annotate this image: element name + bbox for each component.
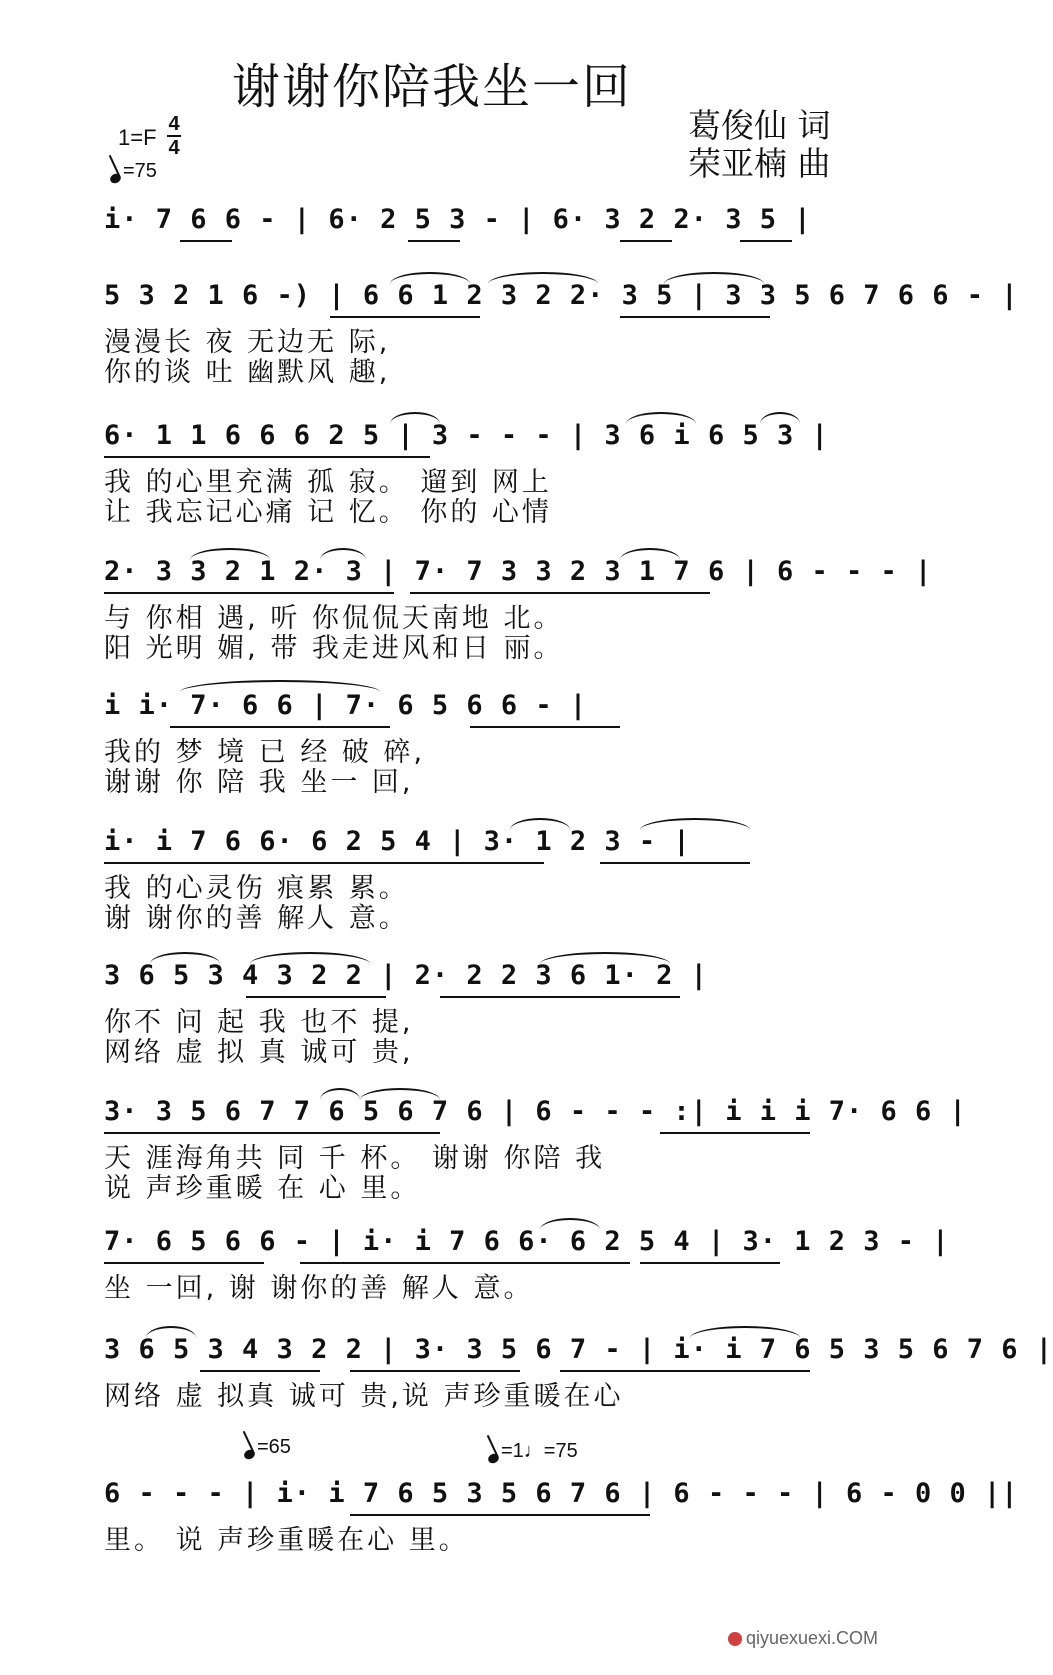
underline-2a bbox=[330, 316, 480, 318]
underline-6a bbox=[104, 862, 544, 864]
site-logo-icon bbox=[728, 1632, 742, 1646]
underline-11a bbox=[350, 1514, 650, 1516]
underline-6b bbox=[600, 862, 750, 864]
underline-1c bbox=[620, 240, 672, 242]
music-line-6: i· i 7 6 6· 6 2 5 4 | 3· 1 2 3 - | bbox=[104, 826, 691, 857]
composer-credit: 荣亚楠 曲 bbox=[688, 144, 831, 183]
slur-8b bbox=[360, 1088, 440, 1100]
underline-1d bbox=[740, 240, 792, 242]
watermark bbox=[728, 1628, 878, 1649]
underline-2b bbox=[620, 316, 770, 318]
slur-9a bbox=[540, 1218, 600, 1230]
lyricist-credit: 葛俊仙 词 bbox=[688, 106, 831, 145]
music-line-10: 3 6 5 3 4 3 2 2 | 3· 3 5 6 7 - | i· i 7 6 5 3 5 6 7 6 | bbox=[104, 1334, 1053, 1365]
underline-3a bbox=[104, 456, 430, 458]
watermark-text: qiyuexuexi.COM bbox=[746, 1628, 879, 1648]
tempo-value-start: =75 bbox=[123, 160, 157, 182]
music-line-7: 3 6 5 3 4 3 2 2 | 2· 2 2 3 6 1· 2 | bbox=[104, 960, 708, 991]
slur-4a bbox=[190, 548, 270, 560]
lyric-line-4-verse-1: 与 你相 遇, 听 你侃侃天南地 北。 bbox=[104, 603, 564, 634]
quarter-note-icon bbox=[243, 1448, 257, 1461]
lyric-line-3-verse-1: 我 的心里充满 孤 寂。 遛到 网上 bbox=[104, 467, 552, 498]
underline-1a bbox=[180, 240, 232, 242]
lyric-line-3-verse-2: 让 我忘记心痛 记 忆。 你的 心情 bbox=[104, 497, 552, 528]
slur-10a bbox=[146, 1326, 196, 1338]
underline-9a bbox=[104, 1262, 264, 1264]
underline-4a bbox=[104, 592, 394, 594]
underline-9b bbox=[300, 1262, 630, 1264]
song-title: 谢谢你陪我坐一回 bbox=[232, 59, 633, 115]
lyric-line-7-verse-1: 你不 问 起 我 也不 提, bbox=[104, 1007, 414, 1038]
underline-10b bbox=[350, 1370, 520, 1372]
lyric-line-10: 网络 虚 拟真 诚可 贵,说 声珍重暖在心 bbox=[104, 1381, 624, 1412]
slur-8a bbox=[320, 1088, 360, 1100]
lyric-line-5-verse-2: 谢谢 你 陪 我 坐一 回, bbox=[104, 767, 414, 798]
underline-7a bbox=[246, 996, 386, 998]
slur-4c bbox=[620, 548, 680, 560]
time-signature bbox=[167, 114, 181, 158]
tempo-marking-start bbox=[110, 160, 157, 183]
tempo-marking-mid bbox=[244, 1436, 291, 1459]
slur-10b bbox=[690, 1326, 800, 1338]
underline-10c bbox=[560, 1370, 810, 1372]
underline-7b bbox=[440, 996, 680, 998]
music-line-11: 6 - - - | i· i 7 6 5 3 5 6 7 6 | 6 - - - | 6 - 0 0 || bbox=[104, 1478, 1019, 1509]
underline-5a bbox=[170, 726, 390, 728]
time-signature-bottom: 4 bbox=[168, 137, 180, 159]
slur-5a bbox=[180, 680, 380, 692]
underline-4b bbox=[410, 592, 710, 594]
slur-7c bbox=[540, 952, 670, 964]
music-line-3: 6· 1 1 6 6 6 2 5 | 3 - - - | 3 6 i 6 5 3 | bbox=[104, 420, 829, 451]
music-line-2: 5 3 2 1 6 -) | 6 6 1 2 3 2 2· 3 5 | 3 3 5 6 7 6 6 - | bbox=[104, 280, 1019, 311]
lyric-line-8-verse-1: 天 涯海角共 同 千 杯。 谢谢 你陪 我 bbox=[104, 1143, 606, 1174]
slur-6a bbox=[510, 818, 570, 830]
music-line-4: 2· 3 3 2 1 2· 3 | 7· 7 3 3 2 3 1 7 6 | 6 - - - | bbox=[104, 556, 933, 587]
lyric-line-9: 坐 一回, 谢 谢你的善 解人 意。 bbox=[104, 1273, 534, 1304]
music-line-8: 3· 3 5 6 7 7 6 5 6 7 6 | 6 - - - :| i i i 7· 6 6 | bbox=[104, 1096, 967, 1127]
slur-2c bbox=[664, 272, 764, 284]
underline-8b bbox=[660, 1132, 810, 1134]
tempo-value-mid: =65 bbox=[257, 1436, 291, 1458]
underline-10a bbox=[200, 1370, 320, 1372]
quarter-note-icon bbox=[109, 172, 123, 185]
music-line-1: i· 7 6 6 - | 6· 2 5 3 - | 6· 3 2 2· 3 5 | bbox=[104, 204, 812, 235]
slur-3a bbox=[390, 412, 440, 424]
lyric-line-5-verse-1: 我的 梦 境 已 经 破 碎, bbox=[104, 737, 426, 768]
underline-5b bbox=[470, 726, 620, 728]
underline-9c bbox=[640, 1262, 780, 1264]
lyric-line-6-verse-1: 我 的心灵伤 痕累 累。 bbox=[104, 873, 409, 904]
underline-1b bbox=[408, 240, 460, 242]
lyric-line-2-verse-2: 你的谈 吐 幽默风 趣, bbox=[104, 357, 391, 388]
slur-7b bbox=[250, 952, 370, 964]
lyric-line-8-verse-2: 说 声珍重暖 在 心 里。 bbox=[104, 1173, 421, 1204]
slur-2a bbox=[390, 272, 470, 284]
time-signature-top: 4 bbox=[168, 113, 180, 135]
music-line-9: 7· 6 5 6 6 - | i· i 7 6 6· 6 2 5 4 | 3· 1 2 3 - | bbox=[104, 1226, 950, 1257]
lyric-line-4-verse-2: 阳 光明 媚, 带 我走进风和日 丽。 bbox=[104, 633, 564, 664]
lyric-line-11: 里。 说 声珍重暖在心 里。 bbox=[104, 1525, 469, 1556]
slur-2b bbox=[488, 272, 598, 284]
lyric-line-2-verse-1: 漫漫长 夜 无边无 际, bbox=[104, 327, 391, 358]
key-signature: 1=F bbox=[118, 125, 157, 150]
tempo-marking-end bbox=[488, 1440, 578, 1463]
slur-3c bbox=[760, 412, 800, 424]
slur-3b bbox=[626, 412, 696, 424]
slur-4b bbox=[320, 548, 366, 560]
quarter-note-icon bbox=[487, 1452, 501, 1465]
slur-6b bbox=[640, 818, 750, 830]
lyric-line-7-verse-2: 网络 虚 拟 真 诚可 贵, bbox=[104, 1037, 414, 1068]
tempo-value-end: =1♩=75 bbox=[501, 1440, 578, 1462]
slur-7a bbox=[150, 952, 220, 964]
underline-8a bbox=[104, 1132, 440, 1134]
lyric-line-6-verse-2: 谢 谢你的善 解人 意。 bbox=[104, 903, 409, 934]
music-line-5: i i· 7· 6 6 | 7· 6 5 6 6 - | bbox=[104, 690, 588, 721]
